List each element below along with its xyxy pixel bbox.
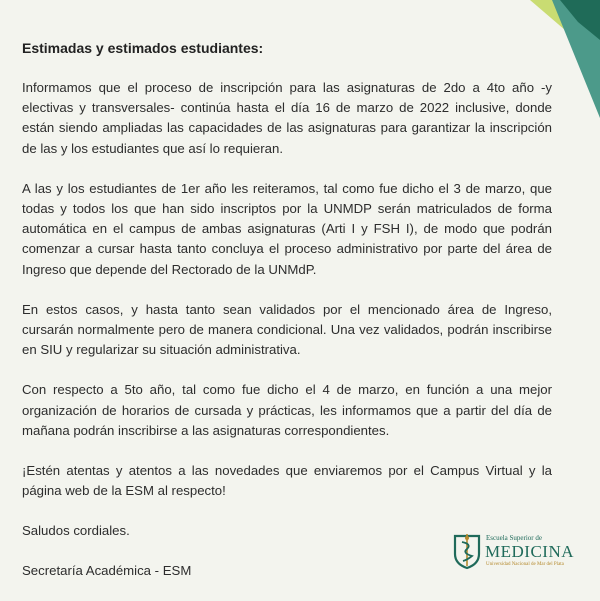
paragraph-4: Con respecto a 5to año, tal como fue dicho el 4 de marzo, en función a una mejor organización de horarios de cursada y prácticas, les informamos que a partir del día de mañana podrán inscribirse a las asignaturas correspondientes.	[22, 382, 552, 438]
greeting-heading: Estimadas y estimados estudiantes:	[22, 40, 264, 56]
signature-text: Secretaría Académica - ESM	[22, 563, 192, 579]
announcement-body	[22, 38, 552, 601]
logo-main-text: MEDICINA	[485, 542, 574, 561]
paragraph-1: Informamos que el proceso de inscripción para las asignaturas de 2do a 4to año -y electivas y transversales- continúa hasta el día 16 de marzo de 2022 inclusive, donde están siendo ampliadas las capacidades de las asignaturas para garantizar la inscripción de las y los estudiantes que así lo requieran.	[22, 80, 552, 156]
paragraph-5: ¡Estén atentas y atentos a las novedades que enviaremos por el Campus Virtual y la página web de la ESM al respecto!	[22, 463, 552, 499]
closing-text: Saludos cordiales.	[22, 523, 130, 539]
medicina-logo-icon	[452, 532, 482, 570]
school-logo	[452, 532, 574, 576]
logo-bottom-text: Universidad Nacional de Mar del Plata	[486, 562, 564, 567]
paragraph-2: A las y los estudiantes de 1er año les reiteramos, tal como fue dicho el 3 de marzo, que todas y todos los que han sido inscriptos por la UNMDP serán matriculados de forma automática en el campus de ambas asignaturas (Arti I y FSH I), de modo que podrán comenzar a cursar hasta tanto concluya el proceso administrativo por parte del área de Ingreso que depende del Rectorado de la UNMdP.	[22, 180, 552, 277]
paragraph-3: En estos casos, y hasta tanto sean validados por el mencionado área de Ingreso, cursarán normalmente pero de manera condicional. Una vez validados, podrán inscribirse en SIU y regularizar su situación administrativa.	[22, 301, 552, 358]
logo-top-text: Escuela Superior de	[486, 534, 542, 542]
